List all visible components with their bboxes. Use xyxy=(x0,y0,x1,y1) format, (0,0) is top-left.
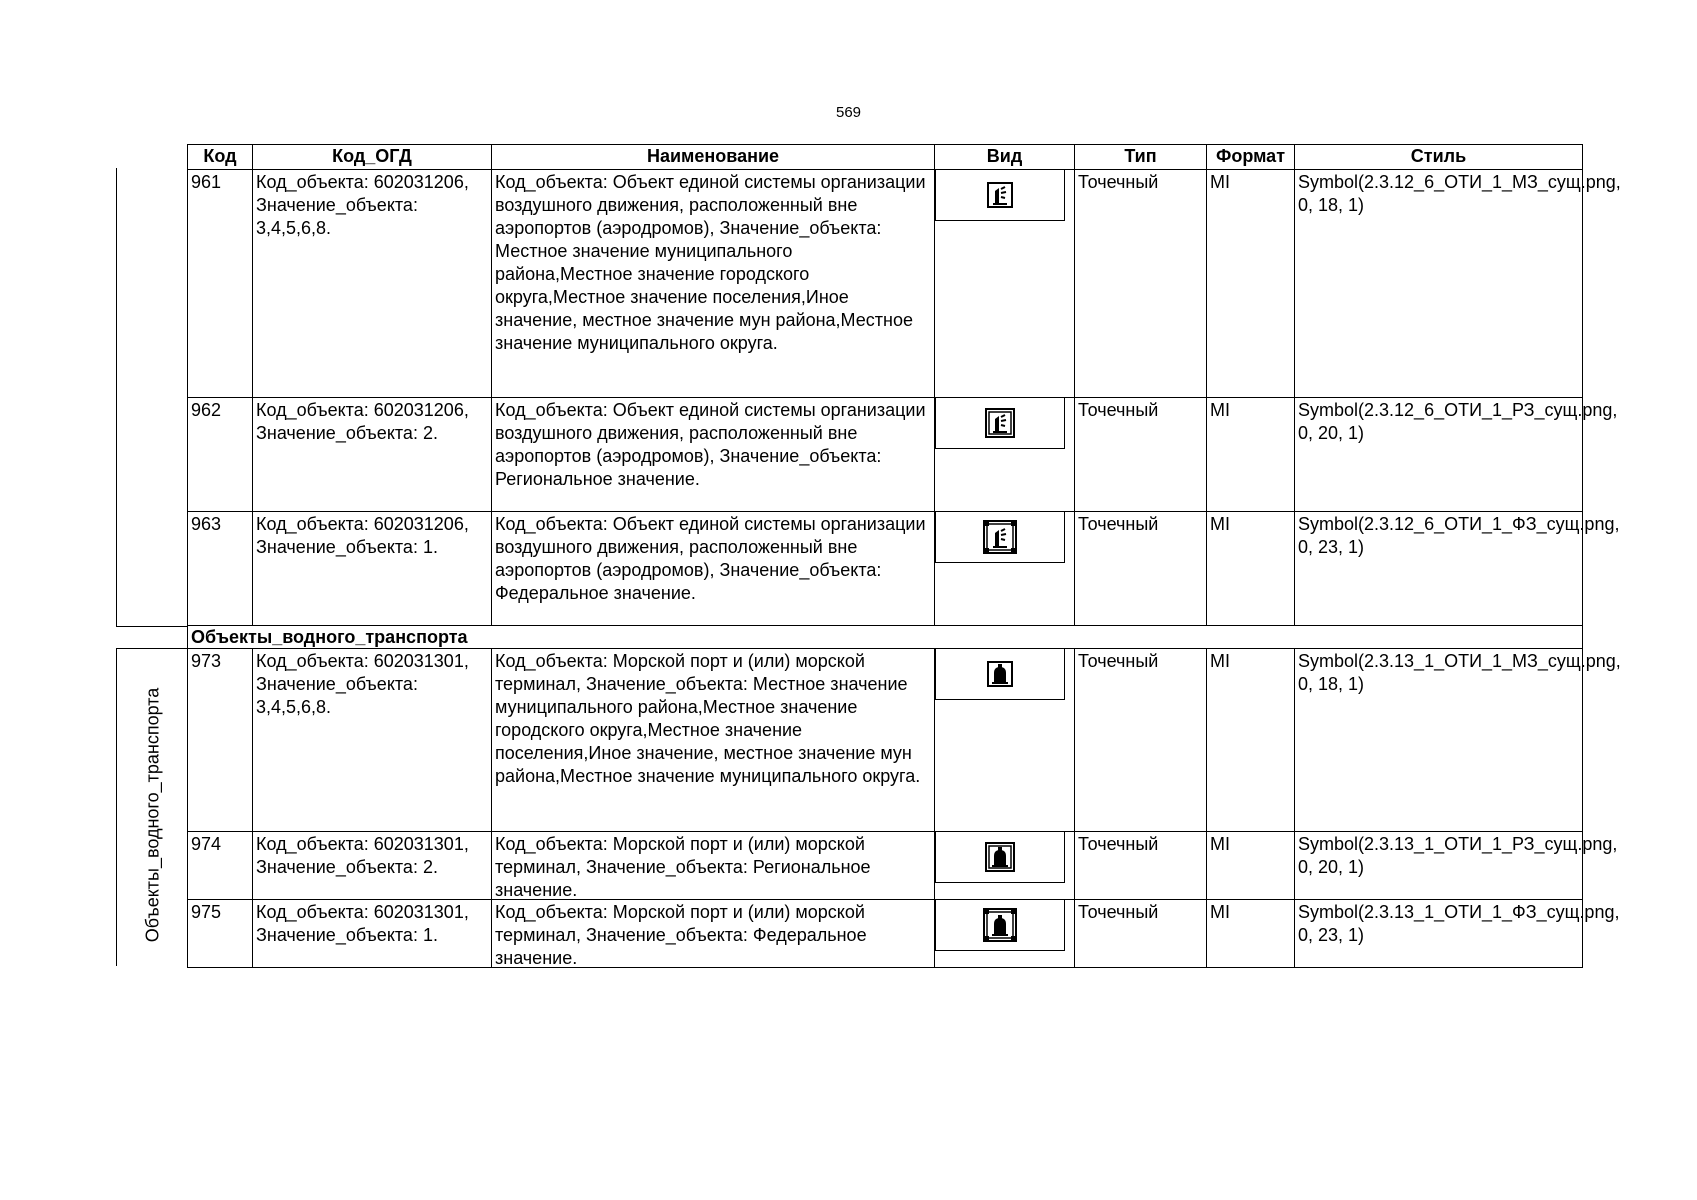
symbol-preview xyxy=(935,831,1065,883)
symbol-preview xyxy=(935,397,1065,449)
cell-name: Код_объекта: Объект единой системы организации воздушного движения, расположенный вне аэропортов (аэродромов), Значение_объекта: Местное значение муниципального района,Местное значение городского округа,Местное значение поселения,Иное значение, местное значение мун района,Местное значение муниципального округа. xyxy=(492,170,935,398)
cell-style: Symbol(2.3.12_6_ОТИ_1_ФЗ_сущ.png, 0, 23, 1) xyxy=(1295,512,1583,626)
cell-view xyxy=(935,832,1075,900)
cell-format: MI xyxy=(1207,512,1295,626)
header-type: Тип xyxy=(1075,145,1207,170)
cell-ogd: Код_объекта: 602031301, Значение_объекта: 1. xyxy=(253,900,492,968)
cell-name xyxy=(492,832,935,900)
table-row xyxy=(188,900,1583,968)
cell-view xyxy=(935,170,1075,398)
page-number: 569 xyxy=(835,104,862,121)
cell-name-text: Код_объекта: Морской порт и (или) морской терминал, Значение_объекта: Федеральное значение. xyxy=(495,902,867,967)
cell-type: Точечный xyxy=(1075,832,1207,900)
header-row xyxy=(188,145,1583,170)
cell-format: MI xyxy=(1207,170,1295,398)
left-rule-water xyxy=(116,648,188,649)
table-row xyxy=(188,170,1583,398)
table-row xyxy=(188,649,1583,832)
symbol-preview xyxy=(935,169,1065,221)
cell-view xyxy=(935,900,1075,968)
cell-style: Symbol(2.3.13_1_ОТИ_1_МЗ_сущ.png, 0, 18, 1) xyxy=(1295,649,1583,832)
cell-format: MI xyxy=(1207,398,1295,512)
group-label: Объекты_водного_транспорта xyxy=(188,626,1583,649)
cell-format: MI xyxy=(1207,832,1295,900)
symbol-preview xyxy=(935,511,1065,563)
table-row xyxy=(188,398,1583,512)
cell-style: Symbol(2.3.13_1_ОТИ_1_ФЗ_сущ.png, 0, 23, 1) xyxy=(1295,900,1583,968)
cell-name: Код_объекта: Объект единой системы организации воздушного движения, расположенный вне аэропортов (аэродромов), Значение_объекта: Региональное значение. xyxy=(492,398,935,512)
sea-port-rz-icon xyxy=(984,841,1016,873)
cell-style: Symbol(2.3.13_1_ОТИ_1_РЗ_сущ.png, 0, 20, 1) xyxy=(1295,832,1583,900)
cell-code: 962 xyxy=(188,398,253,512)
cell-code: 963 xyxy=(188,512,253,626)
cell-type: Точечный xyxy=(1075,900,1207,968)
cell-type: Точечный xyxy=(1075,170,1207,398)
cell-code: 961 xyxy=(188,170,253,398)
left-border-top-section xyxy=(116,168,117,627)
cell-ogd: Код_объекта: 602031206, Значение_объекта: 1. xyxy=(253,512,492,626)
air-traffic-rz-icon xyxy=(984,407,1016,439)
symbol-preview xyxy=(935,648,1065,700)
cell-ogd: Код_объекта: 602031206, Значение_объекта: 2. xyxy=(253,398,492,512)
cell-view xyxy=(935,398,1075,512)
cell-name: Код_объекта: Объект единой системы организации воздушного движения, расположенный вне аэропортов (аэродромов), Значение_объекта: Федеральное значение. xyxy=(492,512,935,626)
table-row xyxy=(188,832,1583,900)
cell-style: Symbol(2.3.12_6_ОТИ_1_РЗ_сущ.png, 0, 20, 1) xyxy=(1295,398,1583,512)
cell-code: 975 xyxy=(188,900,253,968)
cell-name xyxy=(492,649,935,832)
left-border-water-section xyxy=(116,648,117,966)
cell-type: Точечный xyxy=(1075,649,1207,832)
cell-style: Symbol(2.3.12_6_ОТИ_1_МЗ_сущ.png, 0, 18, 1) xyxy=(1295,170,1583,398)
cell-view xyxy=(935,649,1075,832)
group-row xyxy=(188,626,1583,649)
sea-port-mz-icon xyxy=(986,660,1014,688)
air-traffic-fz-icon xyxy=(982,519,1018,555)
cell-name-text: Код_объекта: Морской порт и (или) морской терминал, Значение_объекта: Региональное значение. xyxy=(495,834,871,899)
header-style: Стиль xyxy=(1295,145,1583,170)
table-row xyxy=(188,512,1583,626)
cell-name-text: Код_объекта: Морской порт и (или) морской терминал, Значение_объекта: Местное значение муниципального района,Местное значение городского округа,Местное значение поселения,Иное значение, местное значение мун района,Местное значение муниципального округа. xyxy=(495,651,921,786)
symbol-preview xyxy=(935,899,1065,951)
cell-format: MI xyxy=(1207,900,1295,968)
cell-view xyxy=(935,512,1075,626)
header-view: Вид xyxy=(935,145,1075,170)
cell-ogd: Код_объекта: 602031301, Значение_объекта: 2. xyxy=(253,832,492,900)
symbol-table xyxy=(187,144,1621,968)
cell-type: Точечный xyxy=(1075,512,1207,626)
cell-code: 974 xyxy=(188,832,253,900)
cell-format: MI xyxy=(1207,649,1295,832)
cell-ogd: Код_объекта: 602031301, Значение_объекта: 3,4,5,6,8. xyxy=(253,649,492,832)
header-ogd: Код_ОГД xyxy=(253,145,492,170)
header-format: Формат xyxy=(1207,145,1295,170)
cell-type: Точечный xyxy=(1075,398,1207,512)
cell-code: 973 xyxy=(188,649,253,832)
cell-name xyxy=(492,900,935,968)
air-traffic-mz-icon xyxy=(986,181,1014,209)
header-name: Наименование xyxy=(492,145,935,170)
left-rule-group xyxy=(116,626,188,627)
cell-ogd: Код_объекта: 602031206, Значение_объекта: 3,4,5,6,8. xyxy=(253,170,492,398)
header-code: Код xyxy=(188,145,253,170)
sea-port-fz-icon xyxy=(982,907,1018,943)
